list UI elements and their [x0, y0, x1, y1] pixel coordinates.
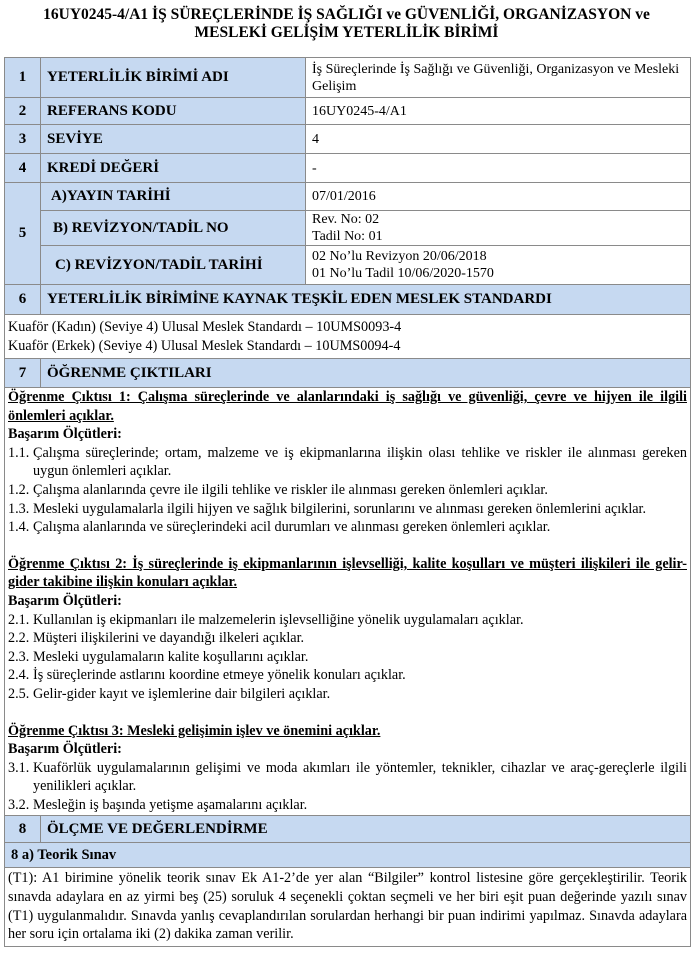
spacer [8, 537, 687, 555]
assessment-label: ÖLÇME VE DEĞERLENDİRME [41, 816, 691, 843]
criteria-number: 3.2. [8, 796, 30, 813]
learning-outcome-title: Öğrenme Çıktısı 2: İş süreçlerinde iş ekipmanlarının işlevselliği, kalite koşulları ve müşteri ilişkileri ile gelir-gider takibine ilişkin konuları açıklar. [8, 555, 687, 591]
learning-outcome-title: Öğrenme Çıktısı 1: Çalışma süreçlerinde ve alanlarındaki iş sağlığı ve güvenliği, çevre ve hijyen ile ilgili önlemleri açıklar. [8, 389, 687, 424]
document-title-line2: MESLEKİ GELİŞİM YETERLİLİK BİRİMİ [194, 24, 499, 41]
criteria-number: 2.3. [8, 648, 30, 665]
criteria-item [8, 759, 687, 796]
publish-date-value: 07/01/2016 [306, 183, 691, 211]
criteria-text: Çalışma alanlarında çevre ile ilgili tehlike ve riskler ile alınması gereken önlemleri açıklar. [33, 481, 548, 498]
learning-outcome-title: Öğrenme Çıktısı 3: Mesleki gelişimin işlev ve önemini açıklar. [8, 722, 381, 739]
row-theory-exam-header [5, 843, 691, 868]
criteria-number: 2.2. [8, 630, 30, 647]
criteria-text: Müşteri ilişkilerini ve dayandığı ilkeleri açıklar. [33, 630, 305, 647]
learning-outcomes-content [5, 388, 691, 816]
criteria-number: 3.1. [8, 759, 30, 776]
revision-no-label: B) REVİZYON/TADİL NO [41, 211, 306, 246]
amendment-number: Tadil No: 01 [312, 229, 383, 244]
criteria-number: 2.1. [8, 611, 30, 628]
row-learning-outcomes-content [5, 388, 691, 816]
revision-date-label: C) REVİZYON/TADİL TARİHİ [41, 246, 306, 285]
criteria-label: Başarım Ölçütleri: [8, 426, 122, 443]
criteria-number: 1.2. [8, 481, 30, 498]
standard-item: Kuaför (Kadın) (Seviye 4) Ulusal Meslek Standardı – 10UMS0093-4 [8, 318, 402, 335]
row-reference-code [5, 98, 691, 125]
level-value: 4 [306, 125, 691, 154]
criteria-item [8, 518, 687, 537]
criteria-text: Mesleğin iş başında yetişme aşamalarını açıklar. [33, 796, 308, 813]
row-revision-date [5, 246, 691, 285]
criteria-text: Mesleki uygulamalarla ilgili hijyen ve sağlık bilgilerini, sorunlarını ve alınması gereken önlemlerini açıklar. [33, 500, 647, 517]
row-source-standard-content [5, 315, 691, 359]
row-number: 2 [5, 98, 41, 125]
criteria-text: Çalışma süreçlerinde; ortam, malzeme ve iş ekipmanlarına ilişkin olası tehlike ve riskler ile alınması gereken uygun önlemleri açıklar. [33, 444, 687, 480]
criteria-number: 1.4. [8, 519, 30, 536]
criteria-text: Mesleki uygulamaların kalite koşullarını açıklar. [33, 648, 309, 665]
criteria-number: 1.1. [8, 444, 30, 461]
credit-label: KREDİ DEĞERİ [41, 154, 306, 183]
row-number: 5 [5, 183, 41, 285]
revision-date-value [306, 246, 691, 285]
criteria-item [8, 648, 687, 667]
theory-exam-text: (T1): A1 birimine yönelik teorik sınav Ek A1-2’de yer alan “Bilgiler” kontrol listesine göre gerçekleştirilir. Teorik sınavda adaylara en az yirmi beş (25) soruluk 4 seçenekli çoktan seçmeli ve her biri eşit puan değerinde yazılı sınav (T1) uygulanmalıdır. Sınavda yanlış cevaplandırılan sorulardan herhangi bir puan indirimi yapılmaz. Sınavda adaylara her soru için ortalama iki (2) dakika zaman verilir. [5, 868, 691, 946]
criteria-text: Kuaförlük uygulamalarının gelişimi ve moda akımları ile yöntemler, teknikler, cihazlar ve araç-gereçlerle ilgili yenilikleri açıklar. [33, 759, 687, 795]
criteria-number: 2.4. [8, 667, 30, 684]
document-title-line1: 16UY0245-4/A1 İŞ SÜREÇLERİNDE İŞ SAĞLIĞI ve GÜVENLİĞİ, ORGANİZASYON ve [43, 6, 650, 23]
criteria-number: 2.5. [8, 685, 30, 702]
row-unit-name [5, 58, 691, 98]
unit-name-label: YETERLİLİK BİRİMİ ADI [41, 58, 306, 98]
row-publish-date [5, 183, 691, 211]
source-standard-list [5, 315, 691, 359]
revision-no-value [306, 211, 691, 246]
criteria-label: Başarım Ölçütleri: [8, 592, 122, 609]
unit-name-value: İş Süreçlerinde İş Sağlığı ve Güvenliği, Organizasyon ve Mesleki Gelişim [306, 58, 691, 98]
row-learning-outcomes-header [5, 359, 691, 388]
criteria-text: Gelir-gider kayıt ve işlemlerine dair bilgileri açıklar. [33, 685, 331, 702]
row-credit [5, 154, 691, 183]
revision-number: Rev. No: 02 [312, 212, 380, 227]
row-level [5, 125, 691, 154]
row-number: 1 [5, 58, 41, 98]
row-number: 3 [5, 125, 41, 154]
row-theory-exam-content [5, 868, 691, 946]
amendment-date: 01 No’lu Tadil 10/06/2020-1570 [312, 266, 494, 281]
revision-date: 02 No’lu Revizyon 20/06/2018 [312, 249, 487, 264]
criteria-item [8, 500, 687, 519]
theory-exam-label: 8 a) Teorik Sınav [5, 843, 691, 868]
criteria-text: İş süreçlerinde astlarını koordine etmeye yönelik konuları açıklar. [33, 667, 406, 684]
row-number: 7 [5, 359, 41, 388]
learning-outcomes-label: ÖĞRENME ÇIKTILARI [41, 359, 691, 388]
criteria-item [8, 444, 687, 481]
criteria-item [8, 629, 687, 648]
criteria-text: Kullanılan iş ekipmanları ile malzemelerin işlevselliğine yönelik uygulamaları açıklar. [33, 611, 524, 628]
reference-code-label: REFERANS KODU [41, 98, 306, 125]
credit-value: - [306, 154, 691, 183]
row-number: 8 [5, 816, 41, 843]
level-label: SEVİYE [41, 125, 306, 154]
criteria-item [8, 685, 687, 704]
criteria-number: 1.3. [8, 500, 30, 517]
row-number: 6 [5, 285, 41, 315]
qualification-unit-table [4, 57, 691, 947]
reference-code-value: 16UY0245-4/A1 [306, 98, 691, 125]
spacer [8, 704, 687, 722]
criteria-label: Başarım Ölçütleri: [8, 741, 122, 758]
criteria-item [8, 611, 687, 630]
criteria-item [8, 666, 687, 685]
criteria-item [8, 481, 687, 500]
row-assessment-header [5, 816, 691, 843]
row-number: 4 [5, 154, 41, 183]
row-revision-no [5, 211, 691, 246]
row-source-standard-header [5, 285, 691, 315]
source-standard-label: YETERLİLİK BİRİMİNE KAYNAK TEŞKİL EDEN MESLEK STANDARDI [41, 285, 691, 315]
publish-date-label: A)YAYIN TARİHİ [41, 183, 306, 211]
criteria-text: Çalışma alanlarında ve süreçlerindeki acil durumları ve alınması gereken önlemleri açıklar. [33, 519, 551, 536]
standard-item: Kuaför (Erkek) (Seviye 4) Ulusal Meslek Standardı – 10UMS0094-4 [8, 337, 401, 354]
criteria-item [8, 796, 687, 815]
